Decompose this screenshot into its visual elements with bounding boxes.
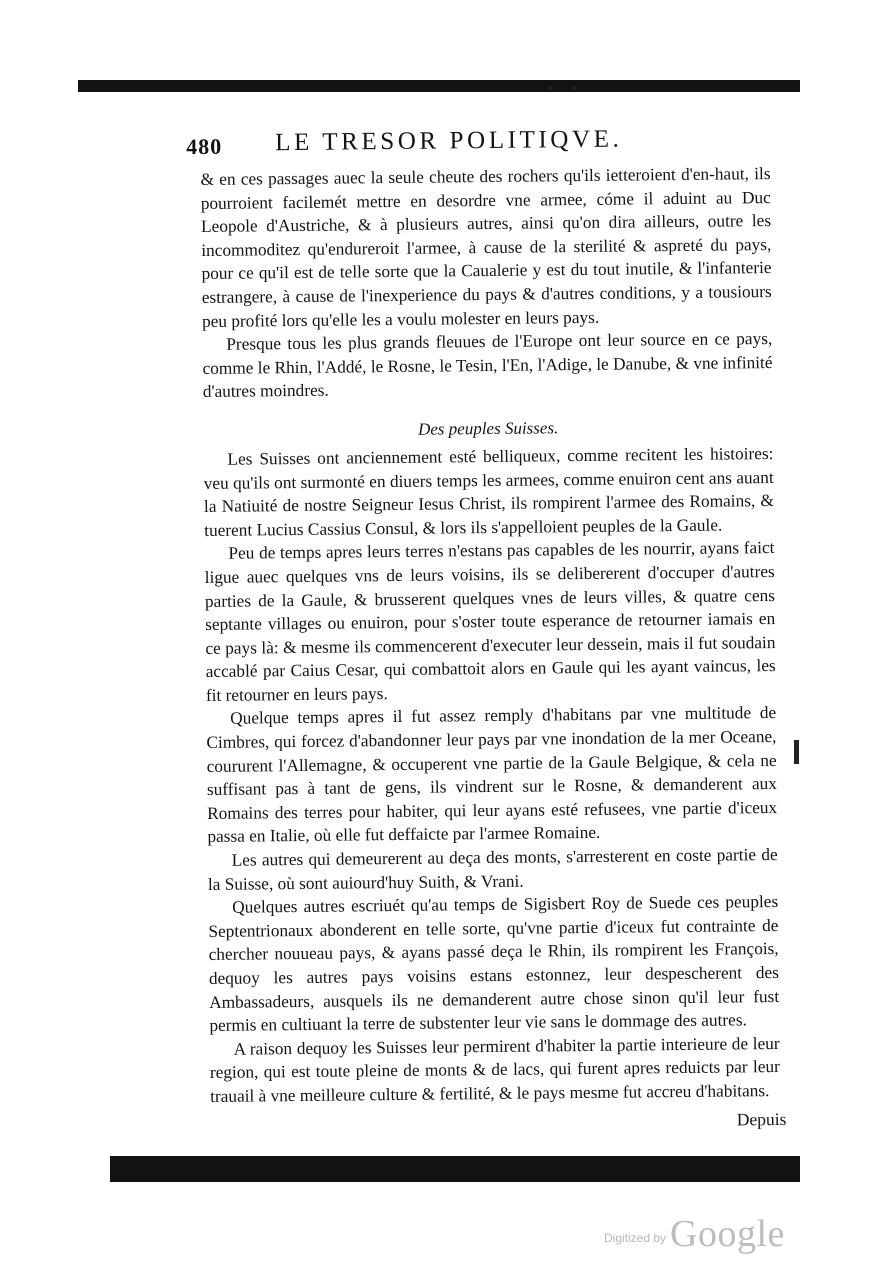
scan-speck (572, 86, 576, 90)
scan-border-bottom (110, 1156, 800, 1182)
section-paragraph: Les autres qui demeurerent au deça des monts, s'arresterent en coste partie de la Suisse, où sont auiourd'huy Suith, & Vrani. (207, 845, 778, 894)
watermark-prefix: Digitized by (604, 1231, 667, 1245)
book-page (186, 122, 787, 1136)
section-paragraph: Quelques autres escriuét qu'au temps de Sigisbert Roy de Suede ces peuples Septentrionaux abonderent en telle sorte, qu'vne partie d'iceux fut contrainte de chercher nouueau pays, & ayans passé deça le Rhin, ils rompirent les François, dequoy les autres pays voisins estans estonnez, leur despescherent des Ambassadeurs, ausquels ils ne demanderent autre chose sinon qu'il leur fust permis en cultiuant la terre de substenter leur vie sans le dommage des autres. (208, 892, 780, 1036)
google-logo: Google (670, 1213, 785, 1255)
body-paragraph: Presque tous les plus grands fleuues de l'Europe ont leur source en ce pays, comme le Rhin, l'Addé, le Rosne, le Tesin, l'En, l'Adige, le Danube, & vne infinité d'autres moindres. (202, 329, 773, 402)
body-paragraph: & en ces passages auec la seule cheute des rochers qu'ils ietteroient d'en-haut, ils pourroient facilemét mettre en desordre vne armee, cóme il aduint au Duc Leopole d'Austriche, & à plusieurs autres, ainsi qu'on dira ailleurs, outre les incommoditez qu'endureroit l'armee, à cause de la sterilité & aspreté du pays, pour ce qu'il est de telle sorte que la Caualerie y est du tout inutile, & l'infanterie estrangere, à cause de l'inexperience du pays & d'autres conditions, y a tousiours peu profité lors qu'elle les a voulu molester en leurs pays. (200, 164, 772, 331)
scan-border-top (78, 80, 800, 92)
running-head (186, 122, 770, 172)
section-paragraph: Les Suisses ont anciennement esté belliqueux, comme recitent les histoires: veu qu'ils ont surmonté en diuers temps les armees, comme enuiron cent ans auant la Natiuité de nostre Seigneur Iesus Christ, ils rompirent l'armee des Romains, & tuerent Lucius Cassius Consul, & lors ils s'appelloient peuples de la Gaule. (203, 443, 775, 540)
section-paragraph: A raison dequoy les Suisses leur permirent d'habiter la partie interieure de leur region, qui est toute pleine de monts & de lacs, qui furent apres reduicts par leur trauail à vne meilleure culture & fertilité, & le pays mesme fut accreu d'habitans. (209, 1033, 780, 1106)
section-heading: Des peuples Suisses. (417, 418, 559, 439)
section-paragraph: Quelque temps apres il fut assez remply d'habitans par vne multitude de Cimbres, qui forcez d'abandonner leur pays par vne inondation de la mer Oceane, coururent l'Allemagne, & occuperent vne partie de la Gaule Belgique, & cela ne suffisant pas à tant de gens, ils vindrent sur le Rosne, & demanderent aux Romains des terres pour habiter, qui leur ayans esté refusees, vne partie d'iceux passa en Italie, où elle fut deffaicte par l'armee Romaine. (206, 703, 778, 847)
scan-edge-mark (794, 740, 799, 764)
scan-speck (548, 86, 552, 90)
catchword: Depuis (736, 1108, 787, 1129)
page-number: 480 (186, 133, 223, 160)
running-title: LE TRESOR POLITIQVE. (275, 125, 623, 157)
google-watermark (604, 1212, 785, 1256)
section-paragraph: Peu de temps apres leurs terres n'estans pas capables de les nourrir, ayans faict ligue auec quelques vns de leurs voisins, ils se delibererent d'occuper d'autres parties de la Gaule, & brusserent quelques vnes de leurs villes, & quatre cens septante villages ou enuiron, pour s'oster toute esperance de retourner iamais en ce pays là: & mesme ils commencerent d'executer leur dessein, mais il fut soudain accablé par Caius Cesar, qui combattoit alors en Gaule qui les ayant vaincus, les fit retourner en leurs pays. (204, 538, 776, 705)
